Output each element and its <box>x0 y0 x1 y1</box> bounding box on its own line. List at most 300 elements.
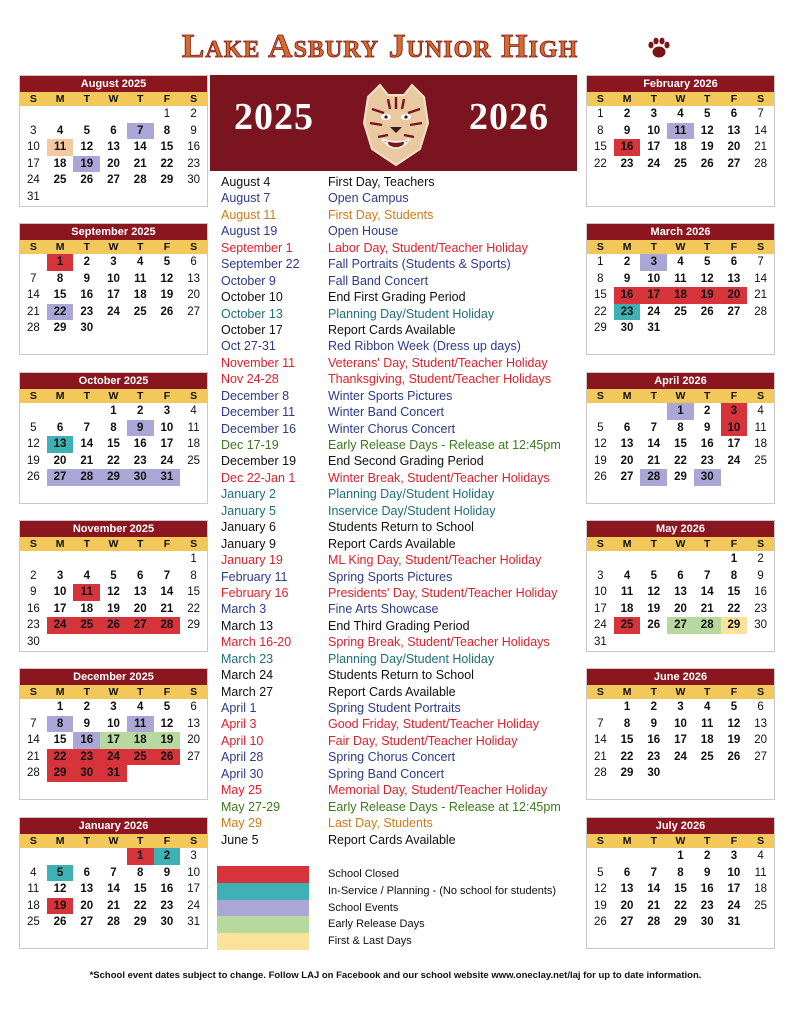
day-cell: 27 <box>80 916 94 928</box>
empty-day-cell <box>640 551 667 568</box>
day-cell: 24 <box>647 305 661 318</box>
legend-label: Early Release Days <box>328 918 425 931</box>
day-cell: 22 <box>187 602 201 615</box>
day-cell: 29 <box>100 469 127 486</box>
day-grid <box>587 254 774 337</box>
weekday-label: S <box>190 686 198 698</box>
day-cell: 19 <box>694 287 721 304</box>
month-title: December 2025 <box>20 669 207 685</box>
event-row <box>221 438 581 454</box>
weekday-label: F <box>163 835 171 847</box>
weekday-label: W <box>108 686 119 698</box>
weekday-label: W <box>675 538 686 550</box>
day-cell: 27 <box>187 305 201 318</box>
day-grid <box>587 848 774 931</box>
day-cell: 18 <box>127 732 154 749</box>
empty-day-cell <box>47 551 74 568</box>
event-row <box>221 668 581 684</box>
day-cell: 10 <box>160 421 174 434</box>
empty-day-cell <box>587 403 614 420</box>
day-cell: 13 <box>754 717 768 730</box>
day-cell: 20 <box>674 602 687 615</box>
day-cell: 23 <box>80 305 94 318</box>
event-row <box>221 454 581 470</box>
day-cell: 10 <box>187 866 201 879</box>
weekday-label: T <box>136 686 144 698</box>
legend-swatch <box>217 916 309 933</box>
weekday-label: F <box>163 241 171 253</box>
day-cell: 19 <box>593 899 607 912</box>
day-cell: 10 <box>674 717 687 730</box>
day-cell: 17 <box>26 157 40 170</box>
day-cell: 29 <box>187 619 201 631</box>
day-cell: 8 <box>56 272 64 285</box>
day-cell: 3 <box>730 850 738 862</box>
day-cell: 24 <box>187 899 201 912</box>
day-cell: 12 <box>107 586 120 598</box>
day-cell: 15 <box>187 586 201 598</box>
event-date: April 28 <box>221 750 264 765</box>
weekday-label: M <box>622 93 632 105</box>
event-name: Report Cards Available <box>328 684 456 699</box>
event-row <box>221 602 581 618</box>
day-cell: 18 <box>187 438 201 450</box>
day-cell: 3 <box>190 850 197 862</box>
weekday-label: M <box>622 390 632 402</box>
weekday-label: T <box>703 241 711 253</box>
event-row <box>221 635 581 651</box>
day-cell: 17 <box>640 287 667 304</box>
day-cell: 1 <box>597 256 604 268</box>
day-cell: 8 <box>110 421 117 434</box>
day-cell: 4 <box>757 405 764 417</box>
day-cell: 23 <box>133 454 147 467</box>
day-cell: 13 <box>727 272 741 285</box>
day-cell: 31 <box>154 469 181 486</box>
day-cell: 20 <box>721 287 748 304</box>
day-cell: 1 <box>667 403 694 420</box>
calendar-may-2026 <box>586 520 775 652</box>
event-name: Winter Chorus Concert <box>328 421 456 436</box>
event-date: January 6 <box>221 520 276 535</box>
weekday-label: F <box>730 538 738 550</box>
day-cell: 16 <box>754 586 768 598</box>
day-cell: 13 <box>727 124 741 137</box>
day-cell: 9 <box>757 569 764 582</box>
day-cell: 15 <box>674 438 687 450</box>
day-grid <box>587 106 774 172</box>
day-cell: 5 <box>704 256 711 268</box>
day-cell: 27 <box>727 157 741 170</box>
day-cell: 17 <box>647 141 661 153</box>
event-row <box>221 208 581 224</box>
day-cell: 3 <box>721 403 748 420</box>
weekday-label: T <box>136 390 144 402</box>
day-cell: 12 <box>700 124 714 137</box>
day-cell: 3 <box>677 701 684 713</box>
empty-day-cell <box>614 551 641 568</box>
day-cell: 18 <box>667 287 694 304</box>
calendar-march-2026 <box>586 223 775 355</box>
day-cell: 21 <box>647 454 661 467</box>
day-cell: 13 <box>187 272 201 285</box>
day-cell: 15 <box>107 438 120 450</box>
day-cell: 13 <box>187 717 201 730</box>
event-row <box>221 800 581 816</box>
event-date: August 7 <box>221 191 271 206</box>
day-cell: 29 <box>160 174 174 186</box>
weekday-label: W <box>675 390 686 402</box>
day-cell: 9 <box>83 717 90 730</box>
day-cell: 13 <box>133 586 147 598</box>
day-cell: 4 <box>623 569 631 582</box>
day-cell: 5 <box>704 108 711 120</box>
day-cell: 6 <box>757 701 764 713</box>
day-cell: 3 <box>56 569 64 582</box>
day-cell: 8 <box>677 421 684 434</box>
day-cell: 18 <box>133 289 147 301</box>
day-cell: 5 <box>83 124 90 137</box>
calendar-september-2025 <box>19 223 208 355</box>
weekday-label: S <box>757 241 765 253</box>
day-cell: 23 <box>647 750 661 763</box>
event-date: Dec 17-19 <box>221 438 279 452</box>
day-cell: 14 <box>133 141 147 153</box>
day-grid <box>20 699 207 782</box>
weekday-label: S <box>190 835 198 847</box>
empty-day-cell <box>20 551 47 568</box>
day-cell: 21 <box>26 305 40 318</box>
day-cell: 29 <box>593 322 607 334</box>
empty-day-cell <box>73 848 100 865</box>
calendar-october-2025 <box>19 372 208 504</box>
weekday-label: M <box>55 538 65 550</box>
event-row <box>221 833 581 849</box>
event-row <box>221 504 581 520</box>
event-name: First Day, Teachers <box>328 175 435 189</box>
day-cell: 21 <box>700 602 714 615</box>
weekday-label: S <box>29 538 37 550</box>
day-cell: 16 <box>73 732 100 749</box>
day-cell: 18 <box>674 141 687 153</box>
event-name: Planning Day/Student Holiday <box>328 487 495 502</box>
day-cell: 14 <box>107 883 120 895</box>
empty-day-cell <box>587 848 614 865</box>
day-cell: 24 <box>160 454 174 467</box>
day-cell: 13 <box>80 883 94 895</box>
day-cell: 14 <box>700 586 714 598</box>
day-cell: 16 <box>700 883 714 895</box>
events-list <box>221 175 581 849</box>
day-cell: 2 <box>623 256 631 268</box>
day-cell: 12 <box>160 717 174 730</box>
day-cell: 27 <box>667 617 694 634</box>
month-title: March 2026 <box>587 224 774 240</box>
weekday-label: F <box>730 390 738 402</box>
weekday-label: S <box>596 686 604 698</box>
weekday-label: S <box>29 390 37 402</box>
legend-swatch <box>217 866 309 883</box>
empty-day-cell <box>614 403 641 420</box>
event-date: April 10 <box>221 733 264 748</box>
weekday-label: M <box>55 390 65 402</box>
day-cell: 8 <box>597 124 604 137</box>
event-name: Early Release Days - Release at 12:45pm <box>328 438 561 452</box>
day-cell: 20 <box>187 289 201 301</box>
day-cell: 10 <box>647 272 661 285</box>
day-cell: 12 <box>727 717 741 730</box>
day-cell: 12 <box>80 141 94 153</box>
empty-day-cell <box>47 848 74 865</box>
day-cell: 23 <box>614 304 641 321</box>
event-name: Winter Sports Pictures <box>328 388 453 403</box>
weekday-header <box>20 685 207 699</box>
empty-day-cell <box>20 848 47 865</box>
day-cell: 28 <box>593 767 607 779</box>
event-name: Report Cards Available <box>328 832 456 847</box>
day-cell: 19 <box>160 289 174 301</box>
day-cell: 23 <box>26 619 40 631</box>
day-cell: 27 <box>620 916 634 928</box>
event-name: Good Friday, Student/Teacher Holiday <box>328 717 539 732</box>
day-cell: 11 <box>187 421 200 434</box>
weekday-label: F <box>163 686 171 698</box>
weekday-label: S <box>757 835 765 847</box>
day-cell: 11 <box>754 866 767 879</box>
day-cell: 28 <box>107 916 120 928</box>
event-row <box>221 816 581 832</box>
day-cell: 27 <box>754 750 768 763</box>
event-row <box>221 537 581 553</box>
day-cell: 8 <box>47 716 74 733</box>
event-name: Students Return to School <box>328 520 474 535</box>
weekday-label: S <box>29 686 37 698</box>
day-cell: 23 <box>620 157 634 170</box>
event-date: March 27 <box>221 684 274 699</box>
weekday-label: M <box>55 241 65 253</box>
day-cell: 6 <box>137 569 144 582</box>
weekday-label: F <box>730 835 738 847</box>
day-cell: 3 <box>597 569 604 582</box>
day-cell: 7 <box>704 569 711 582</box>
day-cell: 22 <box>160 157 174 170</box>
weekday-header <box>20 834 207 848</box>
tiger-mascot-icon <box>358 79 434 167</box>
event-date: October 17 <box>221 322 283 337</box>
day-cell: 24 <box>727 899 741 912</box>
day-cell: 1 <box>730 553 738 565</box>
day-cell: 2 <box>83 701 90 713</box>
event-date: January 5 <box>221 503 276 518</box>
day-cell: 19 <box>47 898 74 915</box>
day-cell: 13 <box>620 883 634 895</box>
empty-day-cell <box>20 699 47 716</box>
weekday-label: T <box>650 390 657 402</box>
event-name: Open House <box>328 224 399 239</box>
day-cell: 17 <box>674 734 687 746</box>
day-cell: 14 <box>647 438 661 450</box>
empty-day-cell <box>47 403 74 420</box>
day-cell: 9 <box>190 124 197 137</box>
day-cell: 14 <box>647 883 661 895</box>
legend-swatch <box>217 900 309 917</box>
day-cell: 21 <box>160 602 174 615</box>
day-cell: 27 <box>47 469 74 486</box>
day-cell: 2 <box>704 405 711 417</box>
event-date: February 16 <box>221 585 289 600</box>
weekday-label: M <box>622 686 632 698</box>
day-cell: 23 <box>700 454 714 467</box>
day-cell: 22 <box>47 304 74 321</box>
event-date: March 23 <box>221 651 274 666</box>
month-title: May 2026 <box>587 521 774 537</box>
day-cell: 20 <box>80 899 94 912</box>
empty-day-cell <box>20 106 47 123</box>
weekday-label: T <box>650 538 657 550</box>
empty-day-cell <box>694 551 721 568</box>
day-cell: 15 <box>620 734 634 746</box>
event-row <box>221 487 581 503</box>
day-cell: 13 <box>47 436 74 453</box>
day-cell: 28 <box>640 469 667 486</box>
day-cell: 4 <box>757 850 764 862</box>
legend-item <box>217 900 597 917</box>
event-row <box>221 717 581 733</box>
day-cell: 15 <box>674 883 687 895</box>
day-cell: 19 <box>26 454 40 467</box>
day-cell: 7 <box>597 717 604 730</box>
weekday-header <box>20 537 207 551</box>
day-cell: 1 <box>190 553 197 565</box>
legend-label: School Closed <box>328 868 399 880</box>
weekday-label: W <box>108 390 119 402</box>
banner-year-start: 2025 <box>234 96 314 138</box>
weekday-label: T <box>136 538 144 550</box>
day-cell: 26 <box>700 157 714 170</box>
weekday-label: W <box>675 686 686 698</box>
day-grid <box>587 403 774 486</box>
day-cell: 31 <box>727 916 741 928</box>
day-cell: 28 <box>154 617 181 634</box>
event-name: Spring Band Concert <box>328 766 445 781</box>
weekday-label: S <box>596 835 604 847</box>
weekday-label: T <box>83 390 90 402</box>
day-cell: 18 <box>620 602 634 615</box>
day-cell: 4 <box>190 405 197 417</box>
day-cell: 2 <box>704 850 711 862</box>
weekday-label: S <box>757 686 765 698</box>
day-cell: 18 <box>754 883 768 895</box>
weekday-header <box>20 92 207 106</box>
weekday-label: T <box>650 686 657 698</box>
day-cell: 25 <box>754 454 768 467</box>
day-cell: 30 <box>647 767 661 779</box>
weekday-label: F <box>163 390 171 402</box>
event-date: February 11 <box>221 569 288 584</box>
weekday-label: W <box>675 241 686 253</box>
day-cell: 6 <box>190 256 197 268</box>
event-name: Early Release Days - Release at 12:45pm <box>328 799 561 814</box>
day-cell: 31 <box>187 916 201 928</box>
empty-day-cell <box>20 403 47 420</box>
day-cell: 1 <box>163 108 171 120</box>
weekday-label: F <box>163 93 171 105</box>
day-cell: 15 <box>593 141 607 153</box>
day-cell: 17 <box>593 602 607 615</box>
day-cell: 6 <box>190 701 197 713</box>
event-name: Presidents' Day, Student/Teacher Holiday <box>328 585 558 600</box>
weekday-header <box>587 685 774 699</box>
day-cell: 16 <box>700 438 714 450</box>
day-cell: 30 <box>73 765 100 782</box>
day-cell: 4 <box>137 256 144 268</box>
day-cell: 3 <box>650 108 657 120</box>
day-cell: 20 <box>620 454 634 467</box>
calendar-april-2026 <box>586 372 775 504</box>
day-cell: 26 <box>593 471 607 483</box>
day-cell: 25 <box>73 617 100 634</box>
event-date: March 24 <box>221 668 274 683</box>
day-cell: 14 <box>26 734 40 746</box>
day-cell: 27 <box>107 174 120 186</box>
event-name: Fair Day, Student/Teacher Holiday <box>328 733 518 748</box>
day-cell: 24 <box>593 619 607 631</box>
month-title: January 2026 <box>20 818 207 834</box>
weekday-label: T <box>136 835 144 847</box>
day-cell: 28 <box>647 916 661 928</box>
empty-day-cell <box>640 848 667 865</box>
weekday-header <box>587 537 774 551</box>
day-cell: 11 <box>127 716 154 733</box>
day-cell: 11 <box>674 272 687 285</box>
paw-print-icon <box>646 36 672 60</box>
weekday-label: T <box>703 538 711 550</box>
event-row <box>221 586 581 602</box>
day-cell: 25 <box>127 749 154 766</box>
day-cell: 22 <box>107 454 120 467</box>
day-cell: 27 <box>727 305 741 318</box>
event-row <box>221 389 581 405</box>
event-name: Report Cards Available <box>328 536 456 551</box>
event-name: Report Cards Available <box>328 322 456 337</box>
month-title: September 2025 <box>20 224 207 240</box>
school-title: Lake Asbury Junior High <box>181 28 579 65</box>
empty-day-cell <box>47 106 74 123</box>
day-cell: 16 <box>187 141 201 153</box>
event-row <box>221 701 581 717</box>
day-cell: 8 <box>137 866 144 879</box>
event-date: April 1 <box>221 701 257 715</box>
legend-label: In-Service / Planning - (No school for students) <box>328 884 557 897</box>
weekday-label: T <box>703 93 711 105</box>
event-date: April 3 <box>221 717 257 732</box>
event-name: First Day, Students <box>328 207 434 222</box>
event-name: Winter Break, Student/Teacher Holidays <box>328 470 550 485</box>
weekday-header <box>587 834 774 848</box>
day-cell: 1 <box>47 254 74 271</box>
day-cell: 16 <box>647 734 661 746</box>
day-cell: 7 <box>650 421 657 434</box>
event-row <box>221 553 581 569</box>
event-row <box>221 652 581 668</box>
day-cell: 8 <box>623 717 631 730</box>
day-cell: 29 <box>53 322 67 334</box>
empty-day-cell <box>20 254 47 271</box>
event-row <box>221 241 581 257</box>
event-row <box>221 274 581 290</box>
day-cell: 7 <box>757 256 764 268</box>
event-date: September 22 <box>221 257 300 272</box>
